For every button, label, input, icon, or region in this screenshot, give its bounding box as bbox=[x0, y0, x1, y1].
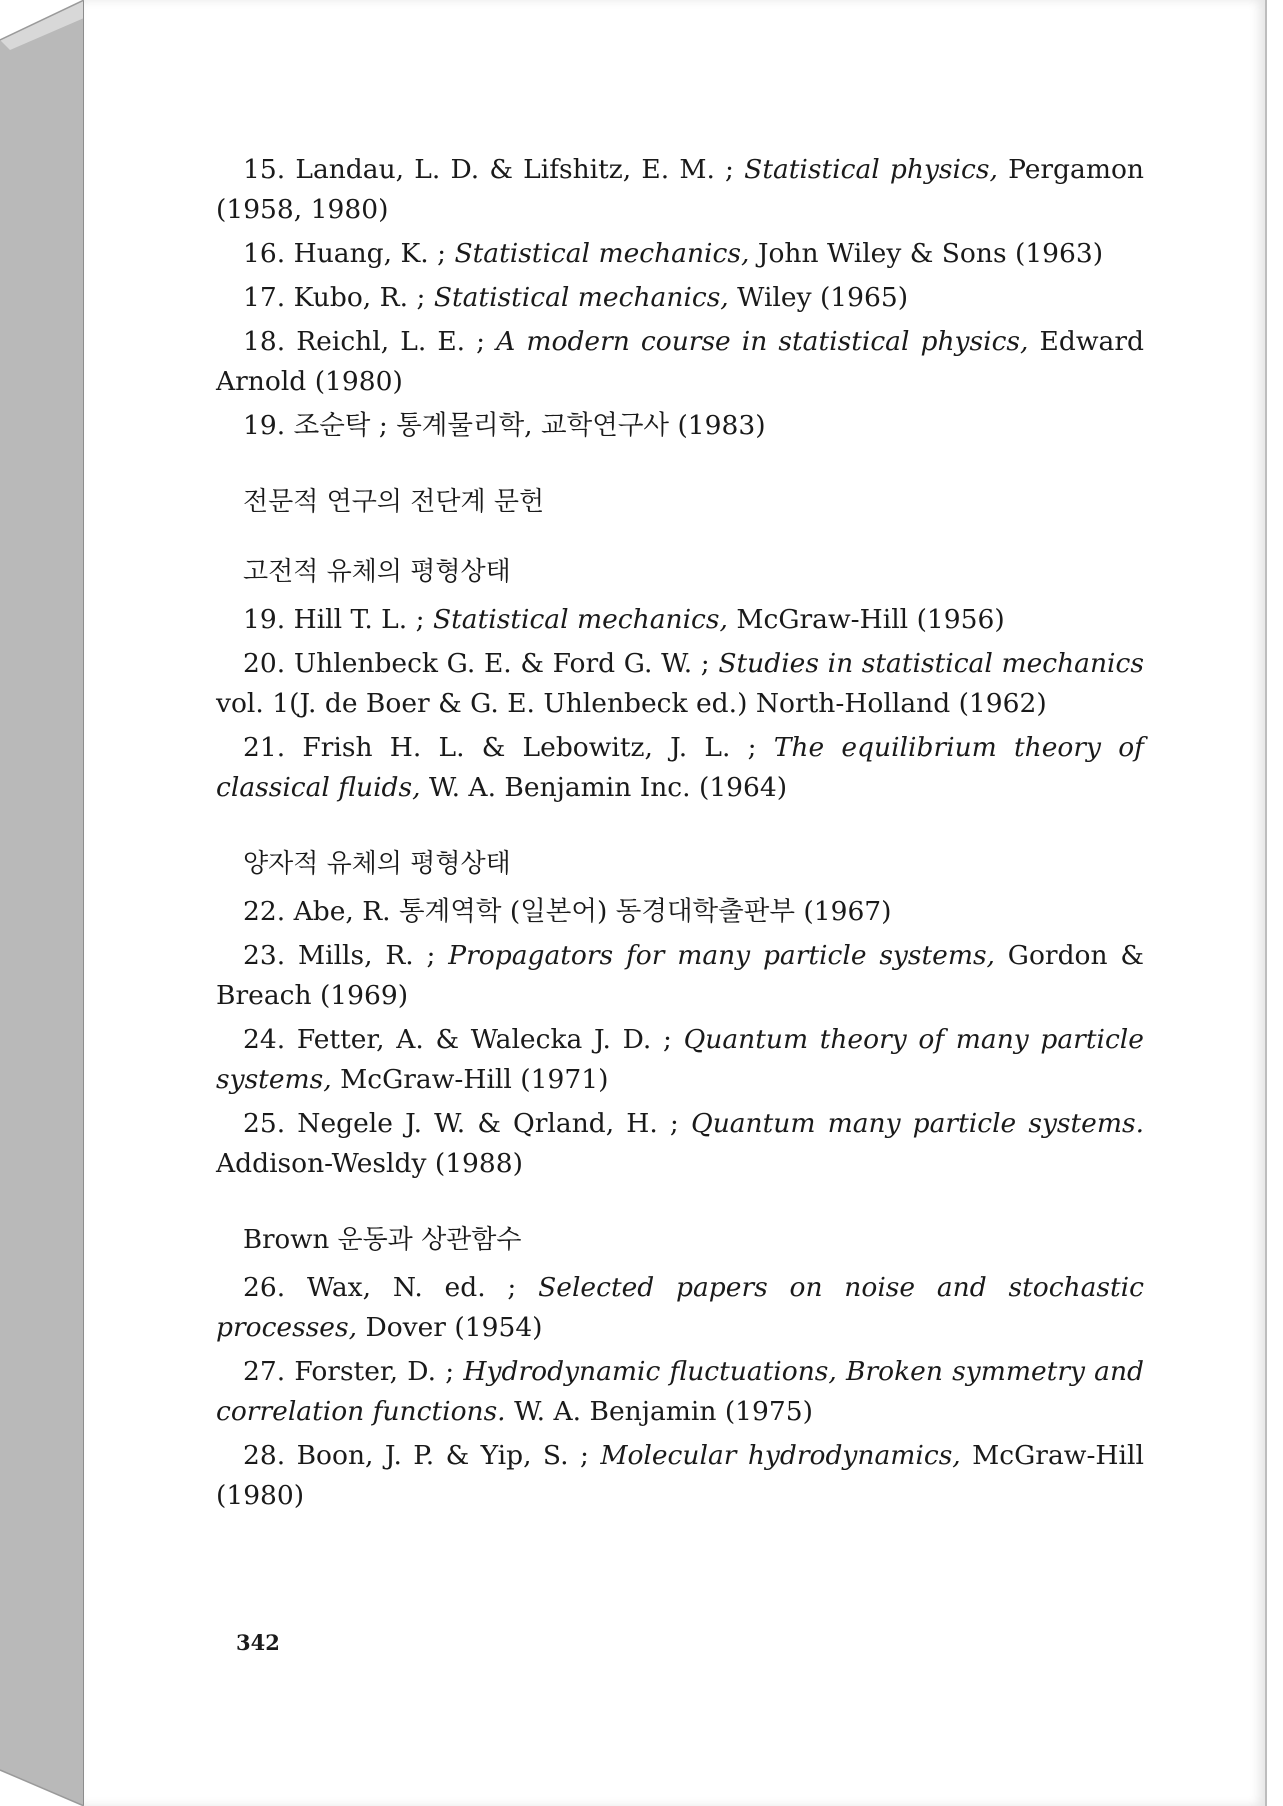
reference-entry: 21. Frish H. L. & Lebowitz, J. L. ; The equilibrium theory of classical fluids, W. A. Benjamin Inc. (1964) bbox=[216, 732, 1144, 803]
reference-entry: 27. Forster, D. ; Hydrodynamic fluctuations, Broken symmetry and correlation functions. W. A. Benjamin (1975) bbox=[216, 1356, 1145, 1427]
reference-entry: 22. Abe, R. 통계역학 (일본어) 동경대학출판부 (1967) bbox=[243, 896, 892, 927]
subsection-heading-quantum: 양자적 유체의 평형상태 bbox=[243, 849, 511, 879]
reference-entry: 17. Kubo, R. ; Statistical mechanics, Wiley (1965) bbox=[243, 282, 909, 313]
section-heading: 전문적 연구의 전단계 문헌 bbox=[243, 487, 545, 517]
subsection-heading-classical: 고전적 유체의 평형상태 bbox=[243, 557, 511, 587]
reference-entry: 19. 조순탁 ; 통계물리학, 교학연구사 (1983) bbox=[243, 410, 766, 441]
reference-entry: 18. Reichl, L. E. ; A modern course in statistical physics, Edward Arnold (1980) bbox=[216, 326, 1144, 397]
reference-entry: 24. Fetter, A. & Walecka J. D. ; Quantum theory of many particle systems, McGraw-Hill (1971) bbox=[216, 1024, 1144, 1095]
reference-entry: 19. Hill T. L. ; Statistical mechanics, McGraw-Hill (1956) bbox=[243, 604, 1005, 635]
reference-entry: 15. Landau, L. D. & Lifshitz, E. M. ; Statistical physics, Pergamon (1958, 1980) bbox=[216, 154, 1144, 225]
book-spine bbox=[0, 0, 84, 1806]
reference-entry: 16. Huang, K. ; Statistical mechanics, John Wiley & Sons (1963) bbox=[243, 238, 1104, 269]
reference-entry: 23. Mills, R. ; Propagators for many particle systems, Gordon & Breach (1969) bbox=[216, 940, 1144, 1011]
references-quantum bbox=[216, 892, 1144, 1184]
reference-entry: 20. Uhlenbeck G. E. & Ford G. W. ; Studies in statistical mechanics vol. 1(J. de Boer & G. E. Uhlenbeck ed.) North-Holland (1962) bbox=[216, 648, 1144, 719]
reference-entry: 28. Boon, J. P. & Yip, S. ; Molecular hydrodynamics, McGraw-Hill (1980) bbox=[216, 1440, 1144, 1511]
reference-entry: 25. Negele J. W. & Qrland, H. ; Quantum many particle systems. Addison-Wesldy (1988) bbox=[216, 1108, 1144, 1179]
references-classical bbox=[216, 600, 1144, 808]
references-brown bbox=[216, 1268, 1144, 1516]
reference-list bbox=[216, 150, 1144, 1520]
subsection-heading-brown: Brown 운동과 상관함수 bbox=[243, 1225, 522, 1255]
page-number: 342 bbox=[236, 1630, 280, 1655]
reference-entry: 26. Wax, N. ed. ; Selected papers on noise and stochastic processes, Dover (1954) bbox=[216, 1272, 1144, 1343]
references-top bbox=[216, 150, 1144, 446]
